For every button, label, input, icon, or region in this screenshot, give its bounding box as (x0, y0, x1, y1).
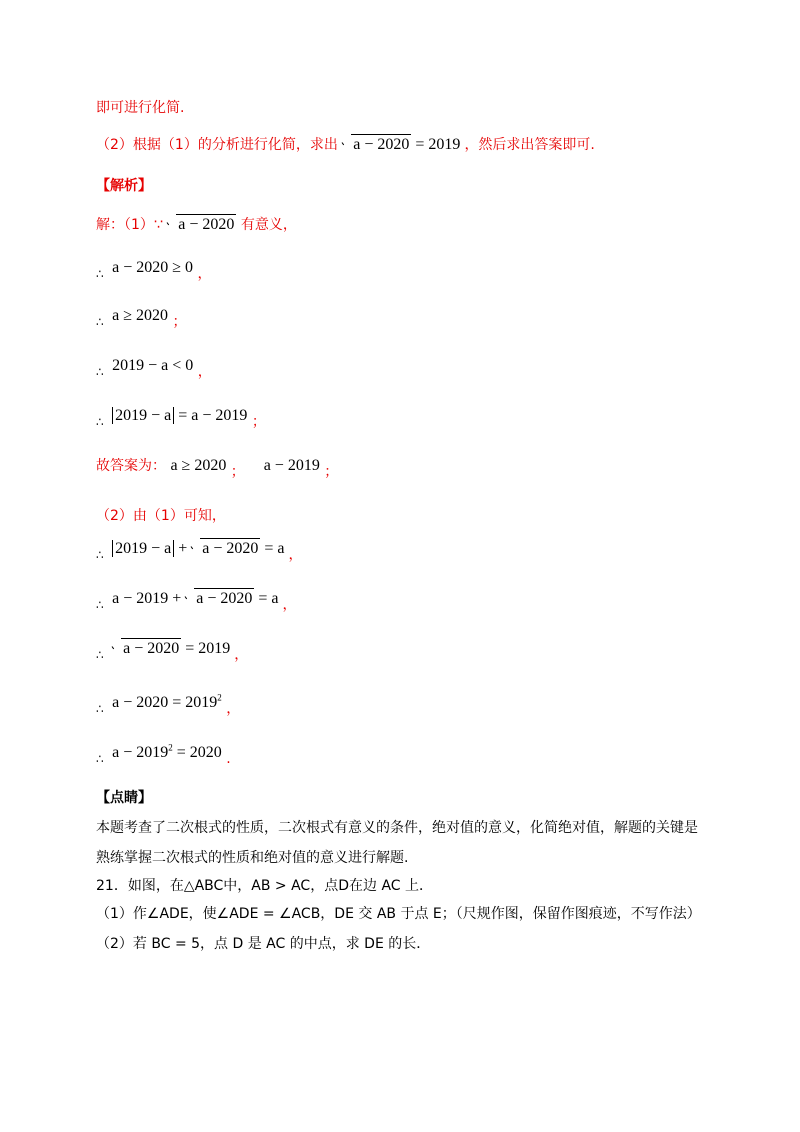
part2-suffix: ，然后求出答案即可. (464, 137, 595, 153)
step-9: ∴ $a - 2019^2 = 2020$ . (96, 743, 231, 768)
jie-suffix: 有意义， (240, 217, 297, 233)
jie-line (96, 214, 297, 235)
therefore-symbol: ∴ (96, 365, 104, 379)
step-2: ∴ a ≥ 2020 ； (96, 307, 187, 330)
sqrt-expression: a − 2020 (167, 214, 236, 235)
absolute-value: 2019 − a (112, 540, 174, 557)
answer-2: a − 2019 (263, 457, 320, 474)
therefore-symbol: ∴ (96, 648, 104, 662)
therefore-symbol: ∴ (96, 598, 104, 612)
answer-label: 故答案为： (96, 458, 166, 474)
therefore-symbol: ∴ (96, 415, 104, 429)
therefore-symbol: ∴ (96, 315, 104, 329)
problem-21-stem: 21．如图，在△ABC中，AB > AC，点D在边 AC 上． (96, 878, 433, 894)
step-1: ∴ a − 2020 ≥ 0 ， (96, 259, 212, 282)
jiexi-heading: 【解析】 (96, 178, 152, 194)
step-6: ∴ a − 2019 + a − 2020 = a ， (96, 590, 297, 613)
answer-1: a ≥ 2020 (170, 457, 227, 474)
absolute-value: 2019 − a (112, 407, 174, 424)
step-4: ∴ 2019 − a = a − 2019 ； (96, 407, 266, 430)
comment-line-1: 本题考查了二次根式的性质，二次根式有意义的条件，绝对值的意义，化简绝对值，解题的关键是 (96, 820, 698, 836)
therefore-symbol: ∴ (96, 267, 104, 281)
therefore-symbol: ∴ (96, 702, 104, 717)
step-3: ∴ 2019 − a < 0 ， (96, 357, 212, 380)
part2-heading: （2）由（1）可知， (96, 508, 226, 524)
intro-tail: 即可进行化简. (96, 100, 185, 116)
therefore-symbol: ∴ (96, 752, 104, 767)
part2-equation: a − 2020 = 2019 (342, 136, 464, 153)
therefore-symbol: ∴ (96, 548, 104, 562)
sqrt-expression: a − 2020 (342, 134, 411, 155)
jie-prefix: 解：（1）∵ (96, 217, 163, 233)
part2-prefix: （2）根据（1）的分析进行化简，求出 (96, 137, 338, 153)
sqrt-expression: a − 2020 (191, 538, 260, 559)
sqrt-expression: a − 2020 (112, 638, 181, 659)
answer-line: 故答案为： a ≥ 2020 ； a − 2019 ； (96, 457, 339, 480)
problem-21-q2: （2）若 BC = 5，点 D 是 AC 的中点，求 DE 的长． (96, 936, 431, 952)
step-7: ∴ a − 2020 = 2019 ， (96, 640, 249, 663)
comment-line-2: 熟练掌握二次根式的性质和绝对值的意义进行解题. (96, 850, 409, 866)
step-5: ∴ 2019 − a + a − 2020 = a ， (96, 540, 303, 563)
part2-analysis (96, 134, 595, 155)
step-8: ∴ $a - 2020 = 2019^2$ ， (96, 693, 241, 718)
comment-heading: 【点睛】 (96, 790, 152, 806)
sqrt-expression: a − 2020 (185, 588, 254, 609)
problem-21-q1: （1）作∠ADE，使∠ADE = ∠ACB，DE 交 AB 于点 E；（尺规作图，保留作图痕迹，不写作法） (96, 906, 701, 922)
